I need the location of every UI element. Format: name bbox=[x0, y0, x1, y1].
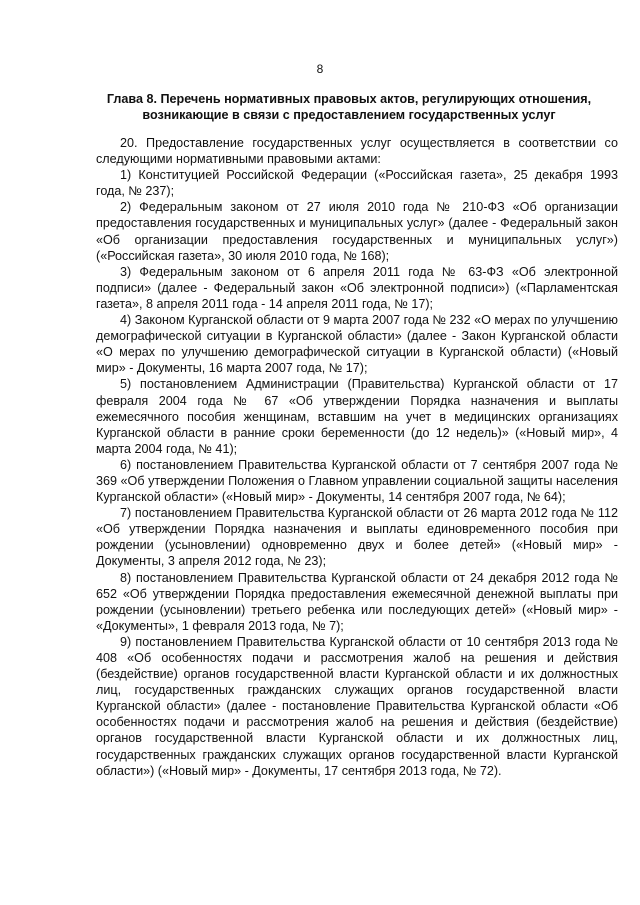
paragraph-item-3: 3) Федеральным законом от 6 апреля 2011 года № 63-ФЗ «Об электронной подписи» (далее - Федеральный закон «Об электронной подписи») («Парламентская газета», 8 апреля 2011 года - 14 апреля 2011 года, № 17); bbox=[96, 264, 618, 311]
paragraph-item-6: 6) постановлением Правительства Курганской области от 7 сентября 2007 года № 369 «Об утверждении Положения о Главном управлении социальной защиты населения Курганской области» («Новый мир» - Документы, 14 сентября 2007 года, № 64); bbox=[96, 457, 618, 505]
paragraph-item-7: 7) постановлением Правительства Курганской области от 26 марта 2012 года № 112 «Об утверждении Порядка назначения и выплаты единовременного пособия при рождении (усыновлении) одновременно двух и более детей» («Новый мир» - Документы, 3 апреля 2012 года, № 23); bbox=[96, 506, 618, 569]
paragraph-item-9: 9) постановлением Правительства Курганской области от 10 сентября 2013 года № 408 «Об особенностях подачи и рассмотрения жалоб на решения и действия (бездействие) органов государственной власти Курганской области и их должностных лиц, государственных гражданских служащих органов государственной власти Курганской области» (далее - постановление Правительства Курганской области «Об особенностях подачи и рассмотрения жалоб на решения и действия (бездействие) органов государственной власти Курганской области и их должностных лиц, государственных гражданских служащих органов государственной власти Курганской области») («Новый мир» - Документы, 17 сентября 2013 года, № 72). bbox=[96, 634, 618, 778]
paragraph-item-4: 4) Законом Курганской области от 9 марта 2007 года № 232 «О мерах по улучшению демографической ситуации в Курганской области» (далее - Закон Курганской области «О мерах по улучшению демографической ситуации в Курганской области) («Новый мир» - Документы, 16 марта 2007 года, № 17); bbox=[96, 313, 618, 376]
paragraph-item-2: 2) Федеральным законом от 27 июля 2010 года № 210-ФЗ «Об организации предоставления государственных и муниципальных услуг» (далее - Федеральный закон «Об организации предоставления государственных и муниципальных услуг») («Российская газета», 30 июля 2010 года, № 168); bbox=[96, 200, 618, 263]
page-number: 8 bbox=[316, 62, 324, 76]
paragraph-intro: 20. Предоставление государственных услуг осуществляется в соответствии со следующими нормативными правовыми актами: bbox=[96, 136, 618, 167]
document-body bbox=[96, 135, 618, 779]
paragraph-item-5: 5) постановлением Администрации (Правительства) Курганской области от 17 февраля 2004 года № 67 «Об утверждении Порядка назначения и выплаты ежемесячного пособия женщинам, вставшим на учет в медицинских организациях Курганской области в ранние сроки беременности (до 12 недель)» («Новый мир», 4 марта 2004 года, № 41); bbox=[96, 377, 618, 456]
chapter-title: Глава 8. Перечень нормативных правовых актов, регулирующих отношения, возникающие в связи с предоставлением государственных услуг bbox=[106, 92, 592, 122]
paragraph-item-1: 1) Конституцией Российской Федерации («Российская газета», 25 декабря 1993 года, № 237); bbox=[96, 168, 618, 199]
paragraph-item-8: 8) постановлением Правительства Курганской области от 24 декабря 2012 года № 652 «Об утверждении Порядка предоставления ежемесячной денежной выплаты при рождении (усыновлении) третьего ребенка или последующих детей» («Новый мир» - «Документы», 1 февраля 2013 года, № 7); bbox=[96, 570, 618, 633]
